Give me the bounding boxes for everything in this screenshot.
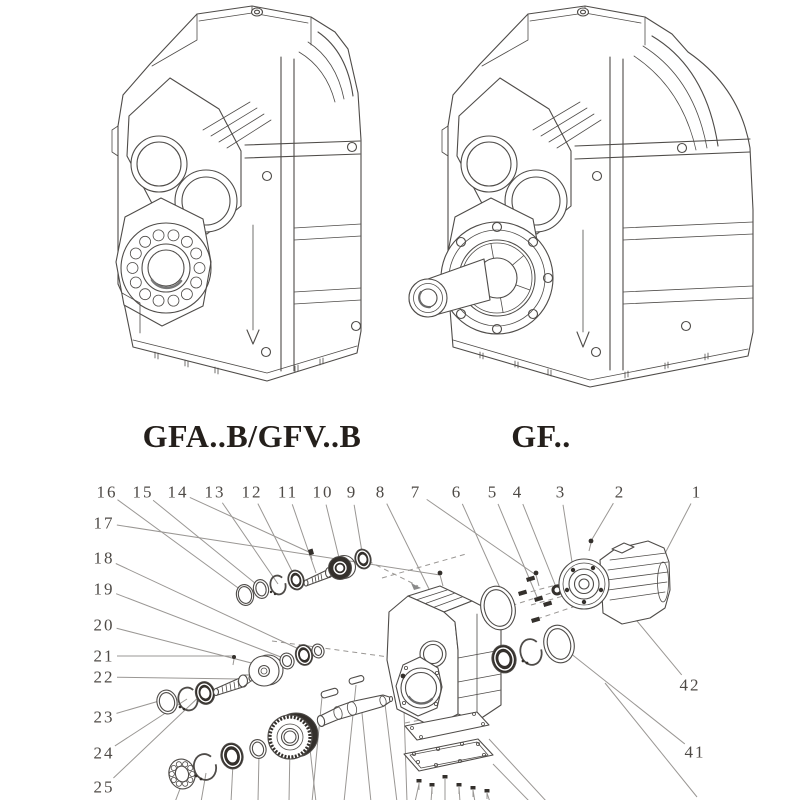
callout-22: 22 bbox=[93, 667, 115, 687]
vent-plug bbox=[252, 8, 263, 16]
leader-line-13 bbox=[222, 503, 278, 584]
callout-5: 5 bbox=[487, 482, 499, 502]
leader-line-17 bbox=[117, 525, 440, 575]
callout-13: 13 bbox=[204, 482, 226, 502]
callout-6: 6 bbox=[451, 482, 463, 502]
callout-19: 19 bbox=[93, 579, 115, 599]
callout-2: 2 bbox=[614, 482, 626, 502]
callout-11: 11 bbox=[277, 482, 299, 502]
cut-leader-19 bbox=[605, 683, 697, 797]
callout-24: 24 bbox=[93, 743, 115, 763]
cut-leader-3 bbox=[385, 704, 397, 800]
callout-17: 17 bbox=[93, 513, 115, 533]
callout-7: 7 bbox=[410, 482, 422, 502]
base-plate-group bbox=[404, 712, 493, 799]
leader-line-15 bbox=[153, 500, 261, 588]
callout-20: 20 bbox=[93, 615, 115, 635]
input-shaft-assembly bbox=[234, 547, 373, 607]
leader-line-22 bbox=[117, 677, 240, 679]
callout-25: 25 bbox=[93, 777, 115, 797]
leader-line-2 bbox=[591, 503, 613, 541]
model-label-gfab: GFA..B/GFV..B bbox=[142, 418, 362, 454]
leader-line-12 bbox=[258, 504, 296, 579]
callout-42: 42 bbox=[679, 675, 701, 695]
callout-14: 14 bbox=[167, 482, 189, 502]
callout-8: 8 bbox=[375, 482, 387, 502]
pan-bolts bbox=[417, 775, 490, 799]
gearbox-drawing-gf bbox=[409, 6, 753, 387]
cut-leader-11 bbox=[415, 784, 419, 800]
callout-21: 21 bbox=[93, 646, 115, 666]
cut-leader-6 bbox=[201, 773, 206, 800]
leader-line-5 bbox=[498, 504, 537, 597]
callout-41: 41 bbox=[684, 742, 706, 762]
input-gasket-group bbox=[476, 576, 562, 634]
callout-1: 1 bbox=[691, 482, 703, 502]
motor-drawing bbox=[559, 541, 670, 624]
leader-line-20 bbox=[117, 628, 263, 666]
model-label-gf: GF.. bbox=[511, 418, 571, 454]
leader-line-11 bbox=[292, 504, 316, 573]
callout-9: 9 bbox=[346, 482, 358, 502]
callout-10: 10 bbox=[312, 482, 334, 502]
leader-line-7 bbox=[427, 499, 536, 575]
callout-12: 12 bbox=[241, 482, 263, 502]
cut-leader-8 bbox=[258, 754, 259, 800]
cut-leader-2 bbox=[362, 713, 371, 800]
intermediate-shaft-assembly bbox=[154, 643, 325, 716]
exploded-view bbox=[154, 539, 670, 799]
leader-line-41 bbox=[560, 645, 685, 744]
cut-leader-18 bbox=[493, 764, 530, 800]
callout-23: 23 bbox=[93, 707, 115, 727]
vent-plug bbox=[578, 8, 589, 16]
leader-line-3 bbox=[563, 505, 572, 562]
leader-line-8 bbox=[387, 504, 429, 589]
callout-16: 16 bbox=[96, 482, 118, 502]
callout-15: 15 bbox=[132, 482, 154, 502]
callout-3: 3 bbox=[555, 482, 567, 502]
callout-4: 4 bbox=[512, 482, 524, 502]
callout-18: 18 bbox=[93, 548, 115, 568]
gearbox-drawing-gfab bbox=[112, 6, 361, 381]
